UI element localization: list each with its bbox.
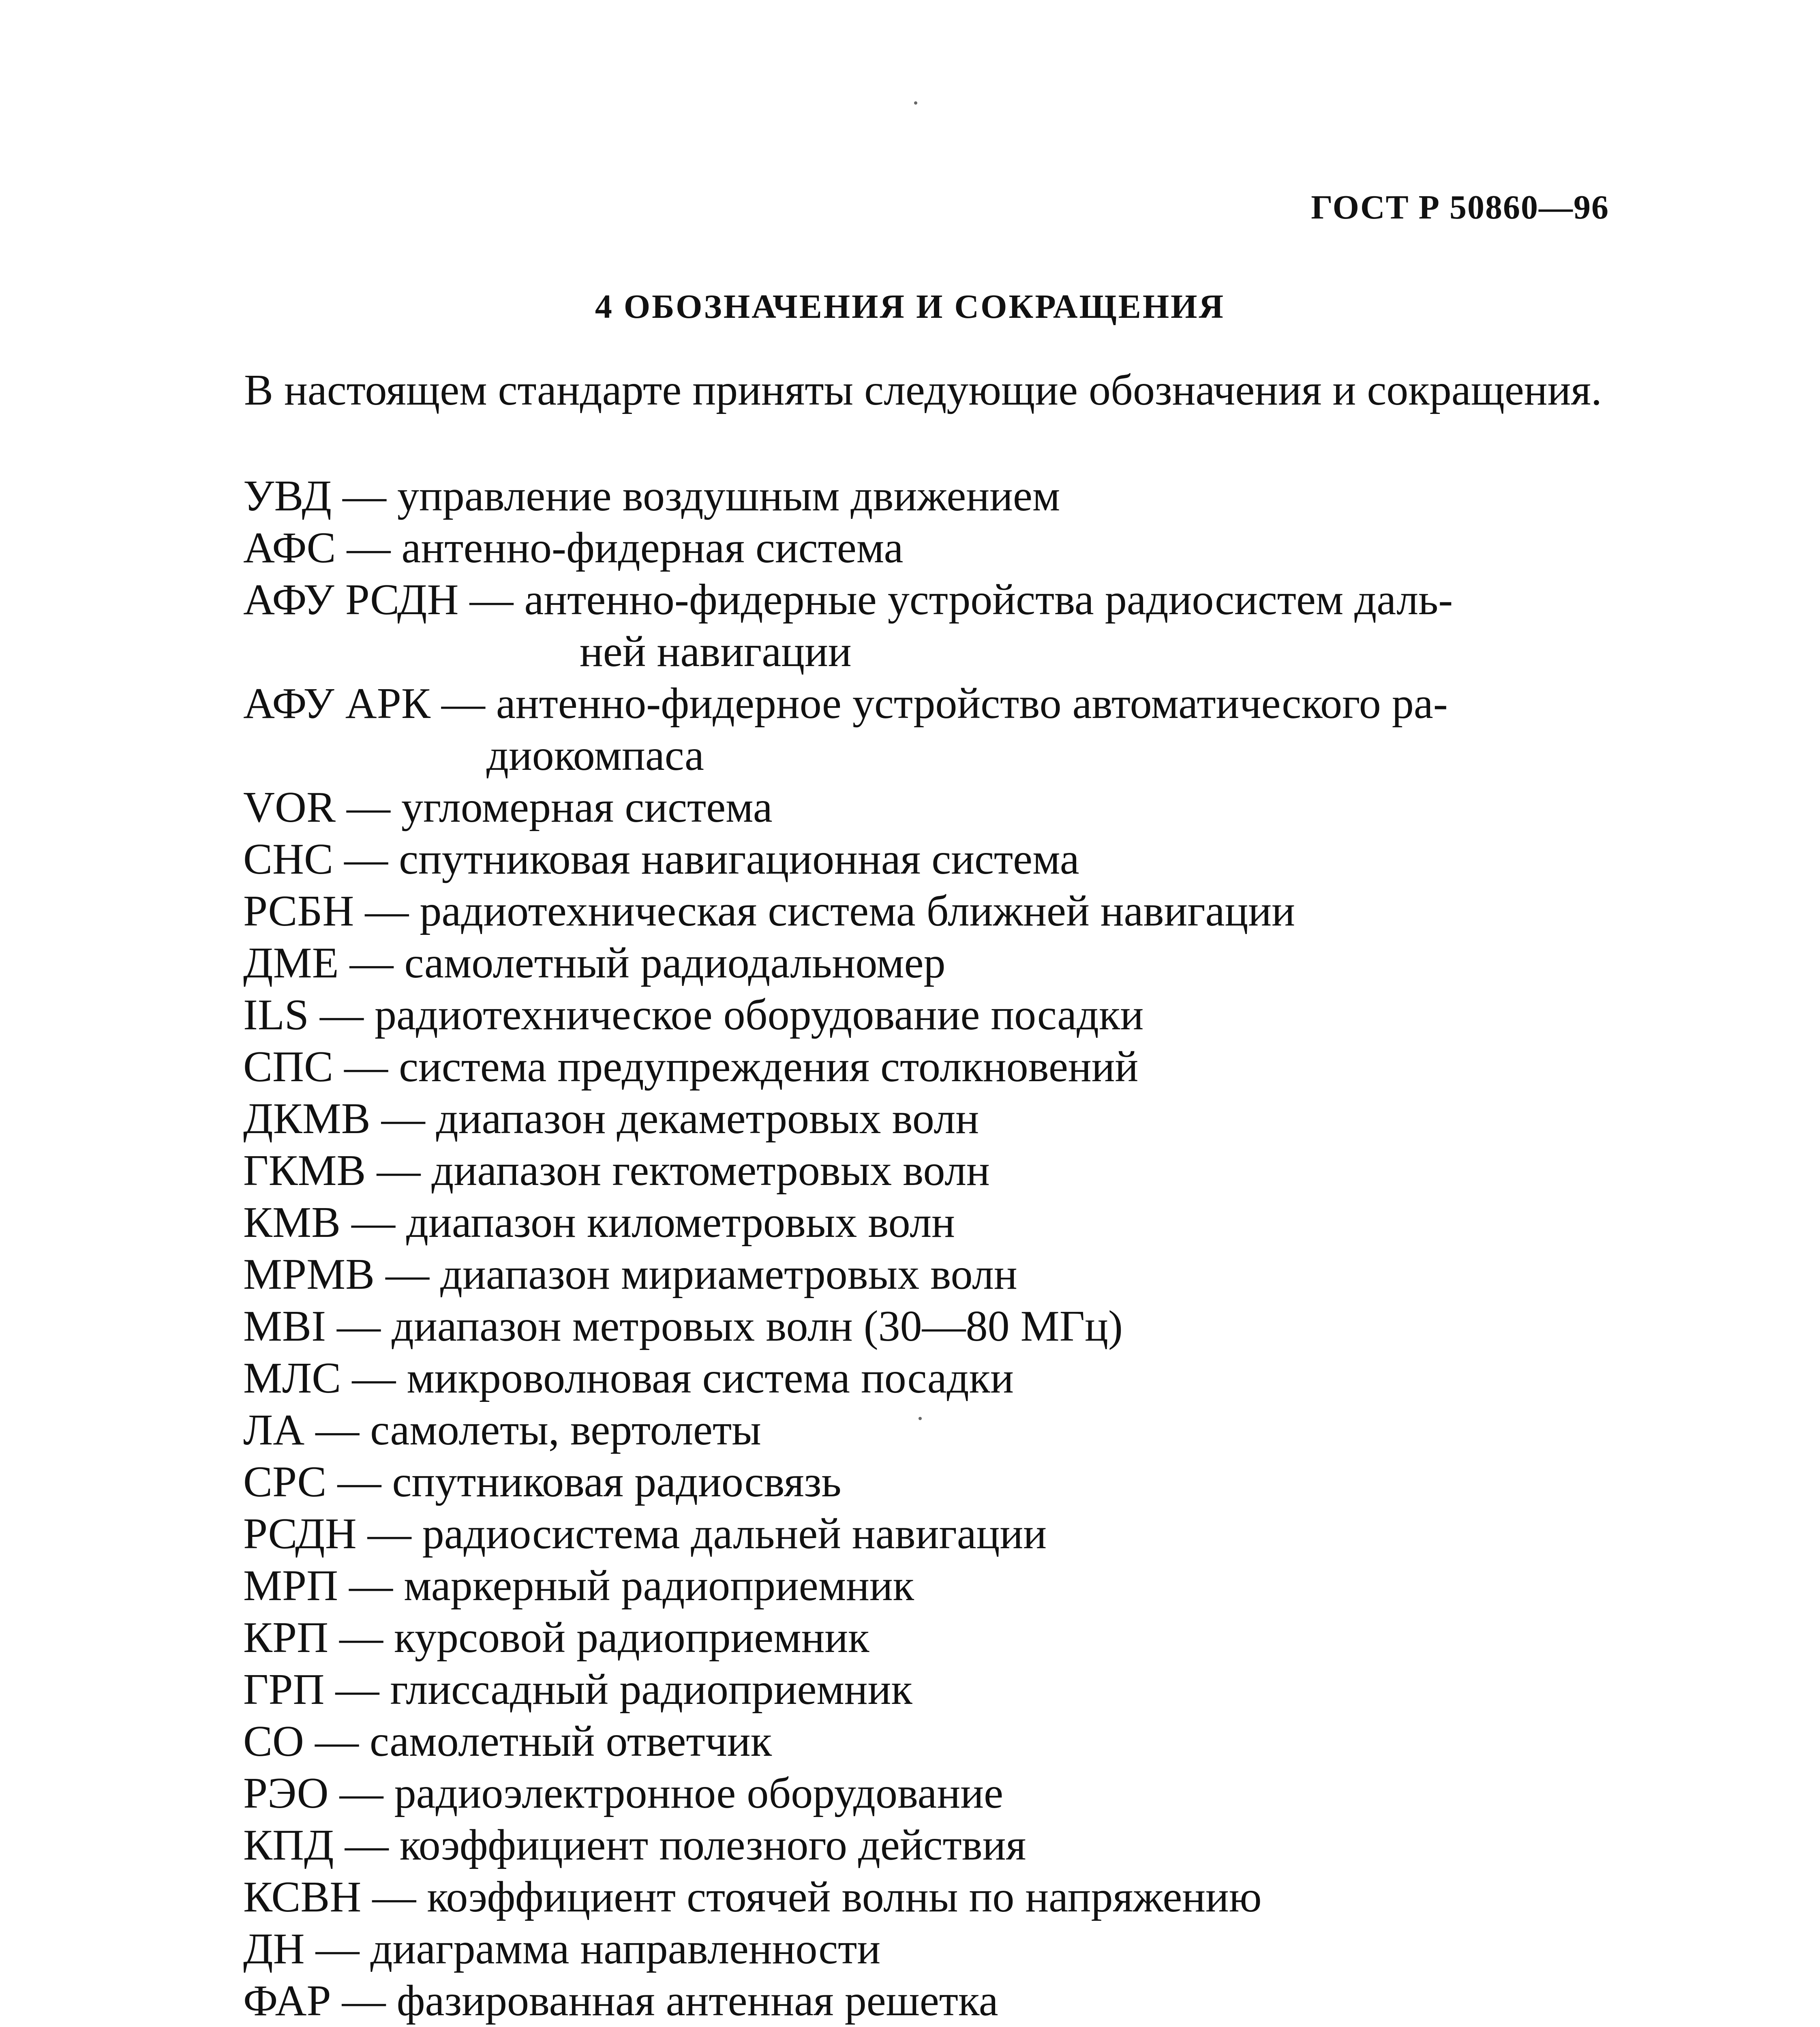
abbreviation-text: КМВ — диапазон километровых волн bbox=[243, 1198, 955, 1247]
abbreviation-item bbox=[243, 885, 1605, 937]
abbreviation-text: СРС — спутниковая радиосвязь bbox=[243, 1458, 841, 1506]
scan-speck bbox=[919, 1417, 922, 1420]
abbreviation-continuation: ней навигации bbox=[580, 628, 852, 676]
abbreviation-text: АФУ АРК — антенно-фидерное устройство автоматического ра- bbox=[243, 679, 1448, 728]
abbreviation-item bbox=[243, 1093, 1605, 1145]
abbreviation-text: VOR — угломерная система bbox=[243, 783, 773, 831]
abbreviation-continuation: диокомпаса bbox=[486, 731, 704, 780]
abbreviation-item bbox=[243, 1508, 1605, 1560]
abbreviation-list bbox=[243, 470, 1605, 2027]
abbreviation-text: СНС — спутниковая навигационная система bbox=[243, 835, 1079, 883]
abbreviation-item bbox=[243, 678, 1605, 782]
abbreviation-item bbox=[243, 1768, 1605, 1819]
abbreviation-item bbox=[243, 989, 1605, 1041]
abbreviation-item bbox=[243, 1560, 1605, 1612]
abbreviation-text: ДКМВ — диапазон декаметровых волн bbox=[243, 1095, 979, 1143]
abbreviation-text: КПД — коэффициент полезного действия bbox=[243, 1821, 1026, 1869]
abbreviation-item bbox=[243, 1301, 1605, 1352]
scan-speck bbox=[914, 101, 917, 105]
abbreviation-item bbox=[243, 1923, 1605, 1975]
abbreviation-text: ILS — радиотехническое оборудование посадки bbox=[243, 991, 1144, 1039]
abbreviation-text: СО — самолетный ответчик bbox=[243, 1717, 772, 1766]
abbreviation-text: УВД — управление воздушным движением bbox=[243, 472, 1060, 520]
abbreviation-item bbox=[243, 1819, 1605, 1871]
abbreviation-text: МРП — маркерный радиоприемник bbox=[243, 1562, 914, 1610]
abbreviation-text: ДН — диаграмма направленности bbox=[243, 1925, 881, 1973]
abbreviation-item bbox=[243, 1871, 1605, 1923]
abbreviation-text: ФАР — фазированная антенная решетка bbox=[243, 1977, 998, 2025]
abbreviation-text: КСВН — коэффициент стоячей волны по напряжению bbox=[243, 1873, 1262, 1921]
abbreviation-text: РЭО — радиоэлектронное оборудование bbox=[243, 1769, 1004, 1817]
abbreviation-text: СПС — система предупреждения столкновений bbox=[243, 1043, 1139, 1091]
abbreviation-item bbox=[243, 1716, 1605, 1768]
section-title: 4 ОБОЗНАЧЕНИЯ И СОКРАЩЕНИЯ bbox=[595, 288, 1225, 326]
abbreviation-text: АФС — антенно-фидерная система bbox=[243, 524, 904, 572]
abbreviation-text: ГКМВ — диапазон гектометровых волн bbox=[243, 1146, 990, 1195]
abbreviation-text: РСДН — радиосистема дальней навигации bbox=[243, 1510, 1047, 1558]
abbreviation-text: КРП — курсовой радиоприемник bbox=[243, 1613, 869, 1662]
abbreviation-item bbox=[243, 1249, 1605, 1301]
abbreviation-item bbox=[243, 1975, 1605, 2027]
abbreviation-text: МРМВ — диапазон мириаметровых волн bbox=[243, 1250, 1017, 1298]
abbreviation-item bbox=[243, 470, 1605, 522]
abbreviation-text: ЛА — самолеты, вертолеты bbox=[243, 1406, 761, 1454]
abbreviation-text: МЛС — микроволновая система посадки bbox=[243, 1354, 1014, 1402]
abbreviation-item bbox=[243, 834, 1605, 885]
document-code: ГОСТ Р 50860—96 bbox=[1311, 189, 1609, 226]
abbreviation-item bbox=[243, 1197, 1605, 1249]
abbreviation-item bbox=[243, 574, 1605, 678]
abbreviation-text: ГРП — глиссадный радиоприемник bbox=[243, 1665, 912, 1714]
abbreviation-item bbox=[243, 1612, 1605, 1664]
abbreviation-item bbox=[243, 1664, 1605, 1716]
abbreviation-item bbox=[243, 522, 1605, 574]
abbreviation-item bbox=[243, 937, 1605, 989]
intro-paragraph: В настоящем стандарте приняты следующие обозначения и сокращения. bbox=[244, 366, 1602, 414]
abbreviation-text: MBI — диапазон метровых волн (30—80 МГц) bbox=[243, 1302, 1123, 1350]
abbreviation-text: ДМЕ — самолетный радиодальномер bbox=[243, 939, 946, 987]
abbreviation-item bbox=[243, 1041, 1605, 1093]
abbreviation-item bbox=[243, 1404, 1605, 1456]
abbreviation-item bbox=[243, 782, 1605, 834]
abbreviation-item bbox=[243, 1456, 1605, 1508]
abbreviation-item bbox=[243, 1145, 1605, 1197]
abbreviation-text: РСБН — радиотехническая система ближней навигации bbox=[243, 887, 1295, 935]
abbreviation-item bbox=[243, 1352, 1605, 1404]
abbreviation-text: АФУ РСДН — антенно-фидерные устройства радиосистем даль- bbox=[243, 576, 1453, 624]
